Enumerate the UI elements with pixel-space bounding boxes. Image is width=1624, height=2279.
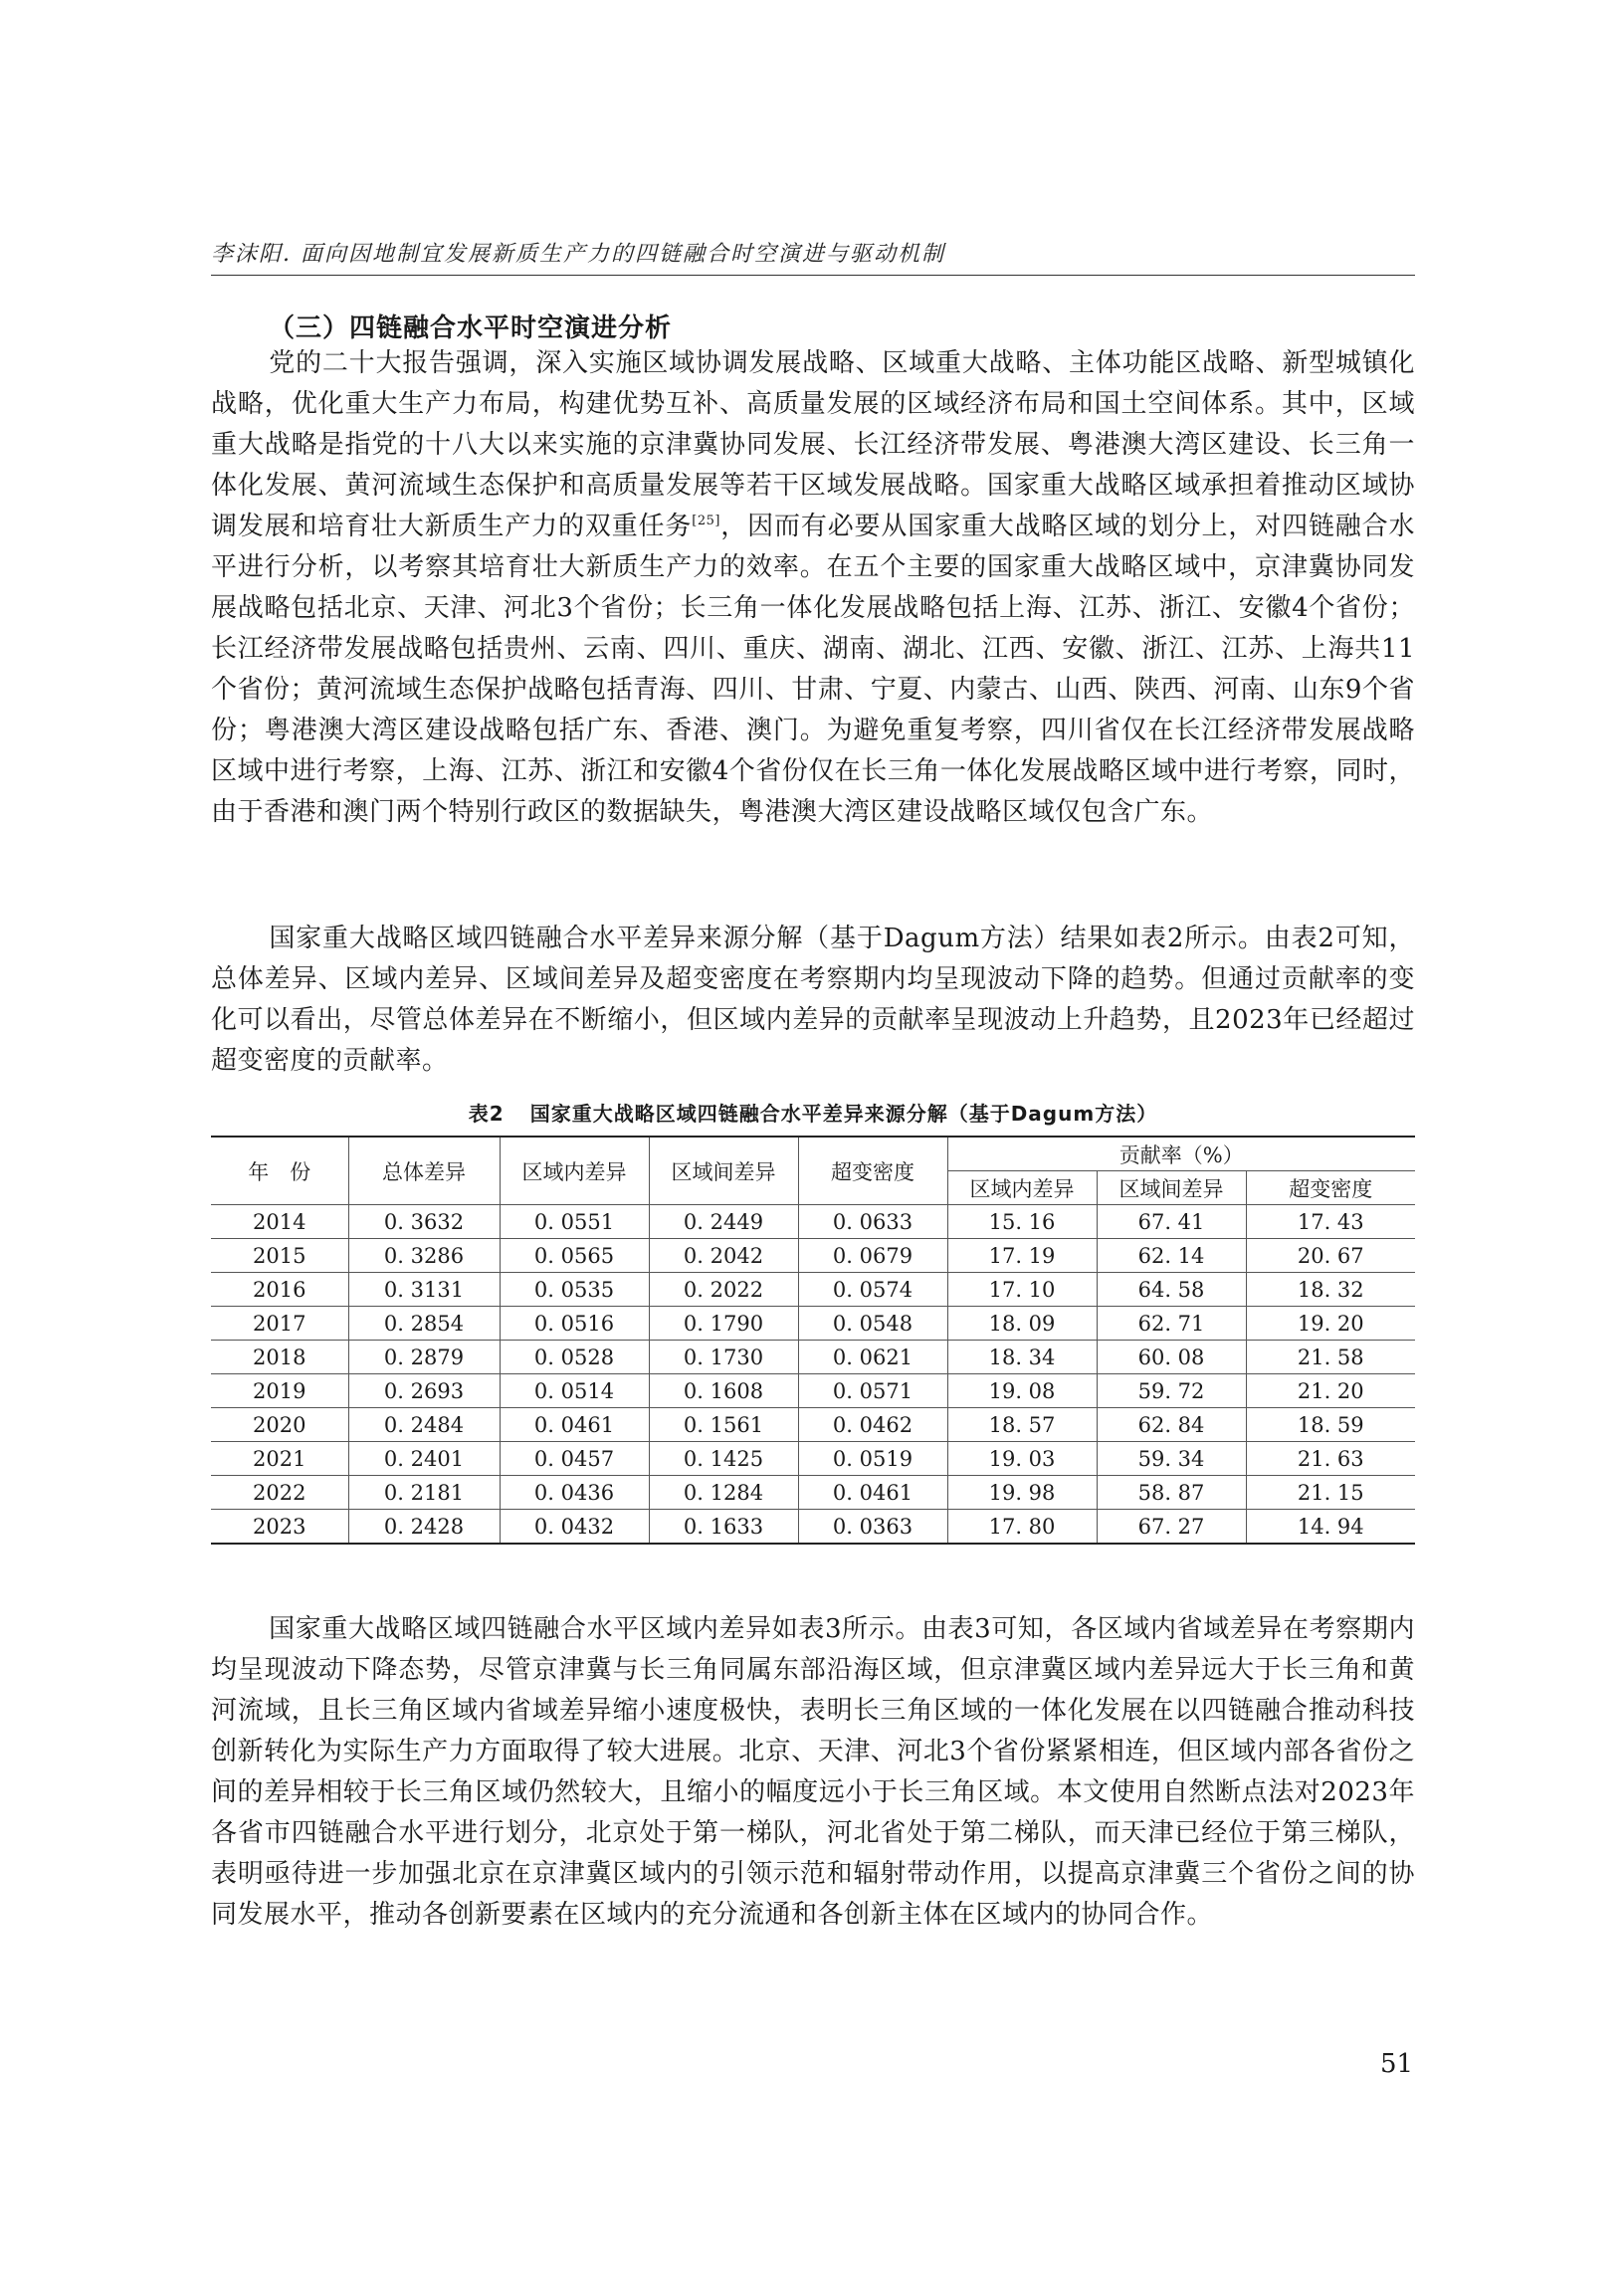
table-cell: 0. 0461 — [798, 1476, 947, 1510]
section-title: （三）四链融合水平时空演进分析 — [269, 313, 673, 343]
table-cell: 18. 09 — [947, 1307, 1097, 1341]
table-caption-number: 表2 — [468, 1102, 505, 1126]
table-cell: 18. 34 — [947, 1341, 1097, 1374]
table-cell: 0. 0363 — [798, 1510, 947, 1545]
table-row — [211, 1307, 1415, 1341]
table-cell: 0. 2181 — [348, 1476, 500, 1510]
table-cell: 0. 2879 — [348, 1341, 500, 1374]
table-cell: 0. 1633 — [649, 1510, 798, 1545]
table-cell: 67. 27 — [1097, 1510, 1246, 1545]
table-cell: 20. 67 — [1246, 1239, 1415, 1273]
paragraph-1 — [211, 343, 1415, 833]
table-row — [211, 1273, 1415, 1307]
table-cell: 2016 — [211, 1273, 348, 1307]
table-cell: 17. 19 — [947, 1239, 1097, 1273]
table-cell: 0. 0519 — [798, 1442, 947, 1476]
paragraph-1-text-a: 党的二十大报告强调，深入实施区域协调发展战略、区域重大战略、主体功能区战略、新型城镇化战略，优化重大生产力布局，构建优势互补、高质量发展的区域经济布局和国土空间体系。其中，区域重大战略是指党的十八大以来实施的京津冀协同发展、长江经济带发展、粤港澳大湾区建设、长三角一体化发展、黄河流域生态保护和高质量发展等若干区域发展战略。国家重大战略区域承担着推动区域协调发展和培育壮大新质生产力的双重任务 — [211, 348, 1415, 541]
header-hyper: 超变密度 — [798, 1137, 947, 1205]
table-cell: 0. 0462 — [798, 1408, 947, 1442]
table-cell: 0. 0436 — [500, 1476, 649, 1510]
table-caption — [211, 1098, 1415, 1127]
table-cell: 0. 2428 — [348, 1510, 500, 1545]
table-row — [211, 1476, 1415, 1510]
table-cell: 19. 98 — [947, 1476, 1097, 1510]
table-cell: 0. 2022 — [649, 1273, 798, 1307]
table-cell: 60. 08 — [1097, 1341, 1246, 1374]
table-cell: 0. 0551 — [500, 1205, 649, 1239]
table-cell: 19. 03 — [947, 1442, 1097, 1476]
table-cell: 0. 1730 — [649, 1341, 798, 1374]
table-cell: 2020 — [211, 1408, 348, 1442]
table-cell: 0. 0679 — [798, 1239, 947, 1273]
page-number: 51 — [1380, 2049, 1414, 2079]
header-contrib-hyper: 超变密度 — [1246, 1171, 1415, 1205]
table-cell: 19. 20 — [1246, 1307, 1415, 1341]
table-cell: 62. 71 — [1097, 1307, 1246, 1341]
table-cell: 0. 3131 — [348, 1273, 500, 1307]
table-cell: 0. 0457 — [500, 1442, 649, 1476]
table-cell: 2019 — [211, 1374, 348, 1408]
table-cell: 0. 0633 — [798, 1205, 947, 1239]
table-cell: 64. 58 — [1097, 1273, 1246, 1307]
table-cell: 21. 58 — [1246, 1341, 1415, 1374]
table-cell: 15. 16 — [947, 1205, 1097, 1239]
table-cell: 0. 1284 — [649, 1476, 798, 1510]
table-cell: 59. 72 — [1097, 1374, 1246, 1408]
table-cell: 67. 41 — [1097, 1205, 1246, 1239]
table-caption-text: 国家重大战略区域四链融合水平差异来源分解（基于Dagum方法） — [529, 1102, 1158, 1126]
table-cell: 0. 1790 — [649, 1307, 798, 1341]
table-cell: 19. 08 — [947, 1374, 1097, 1408]
table-cell: 18. 59 — [1246, 1408, 1415, 1442]
table-cell: 0. 0528 — [500, 1341, 649, 1374]
table-row — [211, 1510, 1415, 1545]
table-row — [211, 1374, 1415, 1408]
citation-ref: [25] — [692, 514, 720, 528]
table-cell: 0. 0574 — [798, 1273, 947, 1307]
header-within: 区域内差异 — [500, 1137, 649, 1205]
running-head: 李沫阳. 面向因地制宜发展新质生产力的四链融合时空演进与驱动机制 — [211, 242, 945, 267]
paragraph-1-text-b: ，因而有必要从国家重大战略区域的划分上，对四链融合水平进行分析，以考察其培育壮大新质生产力的效率。在五个主要的国家重大战略区域中，京津冀协同发展战略包括北京、天津、河北3个省份；长三角一体化发展战略包括上海、江苏、浙江、安徽4个省份；长江经济带发展战略包括贵州、云南、四川、重庆、湖南、湖北、江西、安徽、浙江、江苏、上海共11个省份；黄河流域生态保护战略包括青海、四川、甘肃、宁夏、内蒙古、山西、陕西、河南、山东9个省份；粤港澳大湾区建设战略包括广东、香港、澳门。为避免重复考察，四川省仅在长江经济带发展战略区域中进行考察，上海、江苏、浙江和安徽4个省份仅在长三角一体化发展战略区域中进行考察，同时，由于香港和澳门两个特别行政区的数据缺失，粤港澳大湾区建设战略区域仅包含广东。 — [211, 512, 1415, 827]
data-table — [211, 1136, 1415, 1545]
paragraph-3 — [211, 1609, 1415, 1936]
table-cell: 58. 87 — [1097, 1476, 1246, 1510]
table-row — [211, 1408, 1415, 1442]
table-cell: 2014 — [211, 1205, 348, 1239]
table-cell: 0. 2042 — [649, 1239, 798, 1273]
header-contrib-within: 区域内差异 — [947, 1171, 1097, 1205]
table-cell: 2022 — [211, 1476, 348, 1510]
table-cell: 0. 2854 — [348, 1307, 500, 1341]
table-cell: 0. 0571 — [798, 1374, 947, 1408]
table-cell: 17. 80 — [947, 1510, 1097, 1545]
table-cell: 0. 0548 — [798, 1307, 947, 1341]
table-cell: 0. 2484 — [348, 1408, 500, 1442]
table-cell: 0. 1608 — [649, 1374, 798, 1408]
table-cell: 0. 0516 — [500, 1307, 649, 1341]
paragraph-3-text: 国家重大战略区域四链融合水平区域内差异如表3所示。由表3可知，各区域内省域差异在考察期内均呈现波动下降态势，尽管京津冀与长三角同属东部沿海区域，但京津冀区域内差异远大于长三角和黄河流域，且长三角区域内省域差异缩小速度极快，表明长三角区域的一体化发展在以四链融合推动科技创新转化为实际生产力方面取得了较大进展。北京、天津、河北3个省份紧紧相连，但区域内部各省份之间的差异相较于长三角区域仍然较大，且缩小的幅度远小于长三角区域。本文使用自然断点法对2023年各省市四链融合水平进行划分，北京处于第一梯队，河北省处于第二梯队，而天津已经位于第三梯队，表明亟待进一步加强北京在京津冀区域内的引领示范和辐射带动作用，以提高京津冀三个省份之间的协同发展水平，推动各创新要素在区域内的充分流通和各创新主体在区域内的协同合作。 — [211, 1614, 1415, 1930]
table-row — [211, 1205, 1415, 1239]
header-year: 年 份 — [211, 1137, 348, 1205]
header-between: 区域间差异 — [649, 1137, 798, 1205]
table-cell: 17. 10 — [947, 1273, 1097, 1307]
table-cell: 0. 2449 — [649, 1205, 798, 1239]
table-cell: 59. 34 — [1097, 1442, 1246, 1476]
table-cell: 21. 20 — [1246, 1374, 1415, 1408]
table-cell: 0. 1561 — [649, 1408, 798, 1442]
table-cell: 2018 — [211, 1341, 348, 1374]
table-cell: 21. 63 — [1246, 1442, 1415, 1476]
table-cell: 14. 94 — [1246, 1510, 1415, 1545]
table-row — [211, 1239, 1415, 1273]
table-cell: 0. 0565 — [500, 1239, 649, 1273]
table-cell: 0. 3286 — [348, 1239, 500, 1273]
header-rule — [211, 275, 1415, 276]
table-cell: 62. 14 — [1097, 1239, 1246, 1273]
table-cell: 0. 0621 — [798, 1341, 947, 1374]
table-row — [211, 1442, 1415, 1476]
table-cell: 0. 2693 — [348, 1374, 500, 1408]
header-contrib-between: 区域间差异 — [1097, 1171, 1246, 1205]
table-cell: 2023 — [211, 1510, 348, 1545]
table-cell: 0. 0514 — [500, 1374, 649, 1408]
header-total: 总体差异 — [348, 1137, 500, 1205]
table-cell: 2021 — [211, 1442, 348, 1476]
table-cell: 0. 0432 — [500, 1510, 649, 1545]
table-cell: 2017 — [211, 1307, 348, 1341]
table-cell: 0. 0535 — [500, 1273, 649, 1307]
table-cell: 18. 57 — [947, 1408, 1097, 1442]
table-row — [211, 1341, 1415, 1374]
table-cell: 2015 — [211, 1239, 348, 1273]
table-cell: 17. 43 — [1246, 1205, 1415, 1239]
paragraph-2 — [211, 919, 1415, 1082]
table-cell: 62. 84 — [1097, 1408, 1246, 1442]
paragraph-2-text: 国家重大战略区域四链融合水平差异来源分解（基于Dagum方法）结果如表2所示。由表2可知，总体差异、区域内差异、区域间差异及超变密度在考察期内均呈现波动下降的趋势。但通过贡献率的变化可以看出，尽管总体差异在不断缩小，但区域内差异的贡献率呈现波动上升趋势，且2023年已经超过超变密度的贡献率。 — [211, 924, 1415, 1076]
table-cell: 0. 3632 — [348, 1205, 500, 1239]
header-contribution: 贡献率（%） — [947, 1137, 1415, 1171]
table-cell: 18. 32 — [1246, 1273, 1415, 1307]
table-cell: 0. 0461 — [500, 1408, 649, 1442]
table-cell: 21. 15 — [1246, 1476, 1415, 1510]
table-cell: 0. 2401 — [348, 1442, 500, 1476]
table-cell: 0. 1425 — [649, 1442, 798, 1476]
